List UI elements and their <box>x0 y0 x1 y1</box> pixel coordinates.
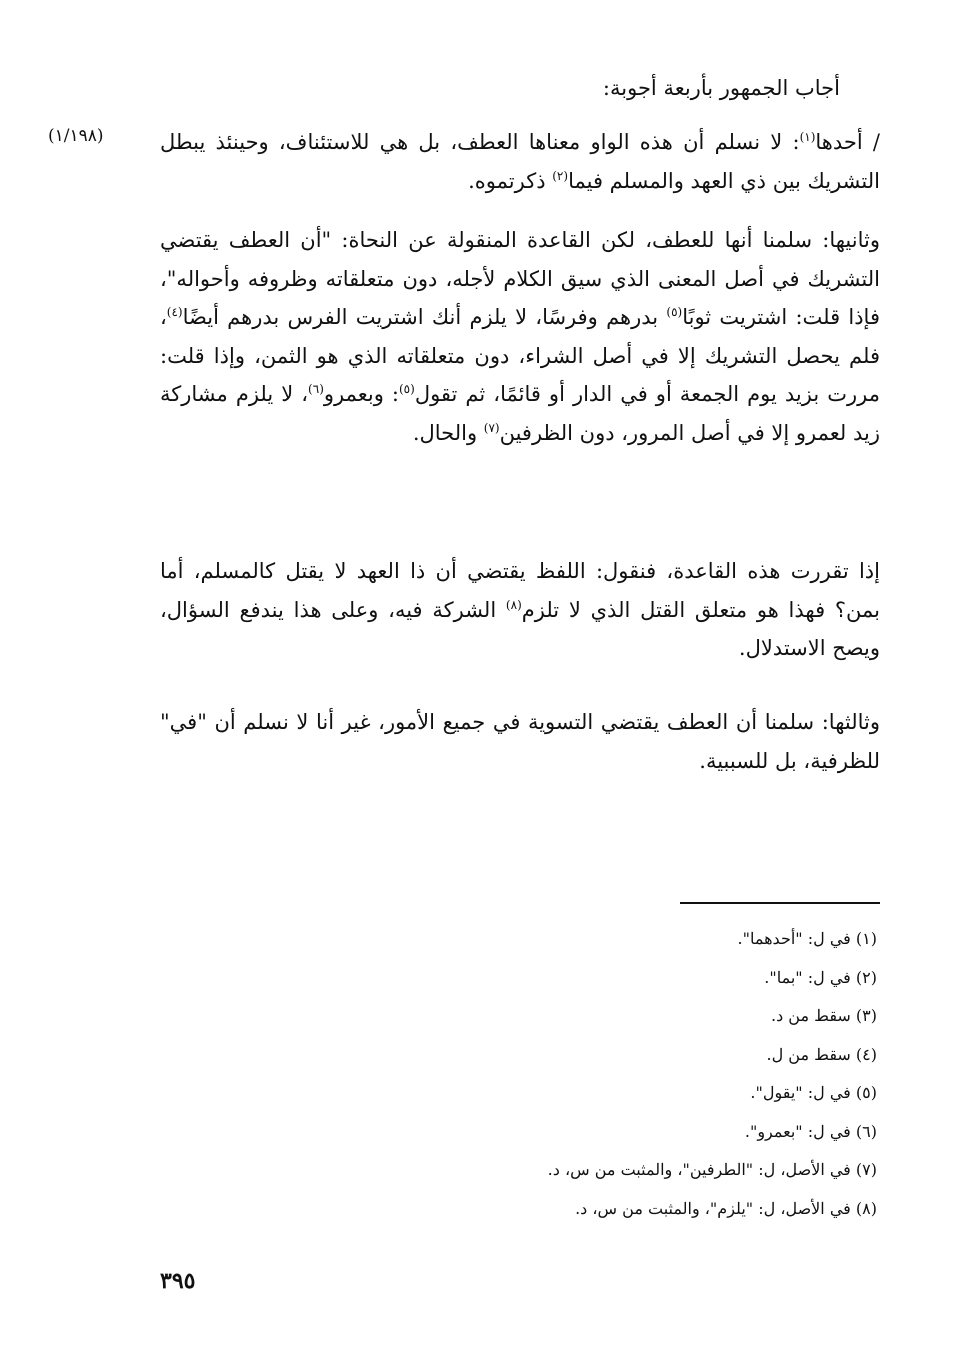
text-run: ، لا يلزم مشاركة زيد لعمرو إلا في أصل المرور، دون الظرفين <box>160 382 880 445</box>
footnote-marker: (٨) <box>505 597 522 612</box>
text-run: ذكرتموه. <box>468 168 553 193</box>
text-run: : وبعمرو <box>323 382 399 407</box>
footnote-separator <box>680 902 880 904</box>
text-run: الشركة فيه، وعلى هذا يندفع السؤال، ويصح الاستدلال. <box>160 597 880 661</box>
margin-page-reference: (١/١٩٨) <box>48 126 104 146</box>
footnote-item: (٤) سقط من ل. <box>766 1044 877 1064</box>
footnote-marker: (٥) <box>666 305 683 320</box>
text-run: بدرهم وفرسًا، لا يلزم أنك اشتريت الفرس بدرهم أيضًا <box>182 305 667 330</box>
text-run: / أحدها <box>815 130 881 154</box>
paragraph-first-answer <box>160 123 880 200</box>
footnote-item: (٣) سقط من د. <box>771 1006 877 1025</box>
footnotes-list <box>417 920 877 1228</box>
page-number: ٣٩٥ <box>160 1268 196 1294</box>
text-run: إذا تقررت هذه القاعدة، فنقول: اللفظ يقتضي أن ذا العهد لا يقتل كالمسلم، أما بمن؟ فهذا هو متعلق القتل الذي لا تلزم <box>160 559 880 622</box>
footnote-item: (٢) في ل: "بما". <box>764 967 877 987</box>
footnote-item: (١) في ل: "أحدهما". <box>737 929 877 948</box>
text-run: ، فلم يحصل التشريك إلا في أصل الشراء، دون متعلقاته الذي هو الثمن، وإذا قلت: مررت بزيد يوم الجمعة أو في الدار أو قائمًا، ثم تقول <box>160 305 880 407</box>
text-run: والحال. <box>412 420 484 445</box>
footnote-item: (٨) في الأصل، ل: "يلزم"، والمثبت من س، د. <box>575 1198 877 1218</box>
paragraph-second-answer <box>160 221 880 453</box>
footnote-item: (٦) في ل: "بعمرو". <box>744 1121 877 1141</box>
footnote-marker: (٧) <box>483 420 500 435</box>
footnote-marker: (٦) <box>308 382 324 397</box>
footnote-marker: (٥) <box>398 382 415 397</box>
footnote-marker: (٤) <box>166 305 183 320</box>
footnote-marker: (٢) <box>552 168 569 183</box>
text-run: وثالثها: سلمنا أن العطف يقتضي التسوية في جميع الأمور، غير أنا لا نسلم أن "في" للظرفية، بل للسببية. <box>160 710 880 773</box>
footnote-marker: (١) <box>799 130 816 144</box>
paragraph-rule-applied <box>160 552 880 668</box>
footnote-item: (٥) في ل: "يقول". <box>750 1083 877 1102</box>
text-run: : لا نسلم أن هذه الواو معناها العطف، بل هي للاستئناف، وحينئذ يبطل التشريك بين ذي العهد والمسلم فيما <box>160 130 880 193</box>
text-run: وثانيها: سلمنا أنها للعطف، لكن القاعدة المنقولة عن النحاة: "أن العطف يقتضي التشريك في أصل المعنى الذي سيق الكلام لأجله، دون متعلقاته وظروفه وأحواله"، فإذا قلت: اشتريت ثوبًا <box>160 228 880 330</box>
section-heading: أجاب الجمهور بأربعة أجوبة: <box>602 76 840 100</box>
paragraph-third-answer <box>160 703 880 780</box>
footnote-item: (٧) في الأصل، ل: "الطرفين"، والمثبت من س، د. <box>547 1160 877 1179</box>
